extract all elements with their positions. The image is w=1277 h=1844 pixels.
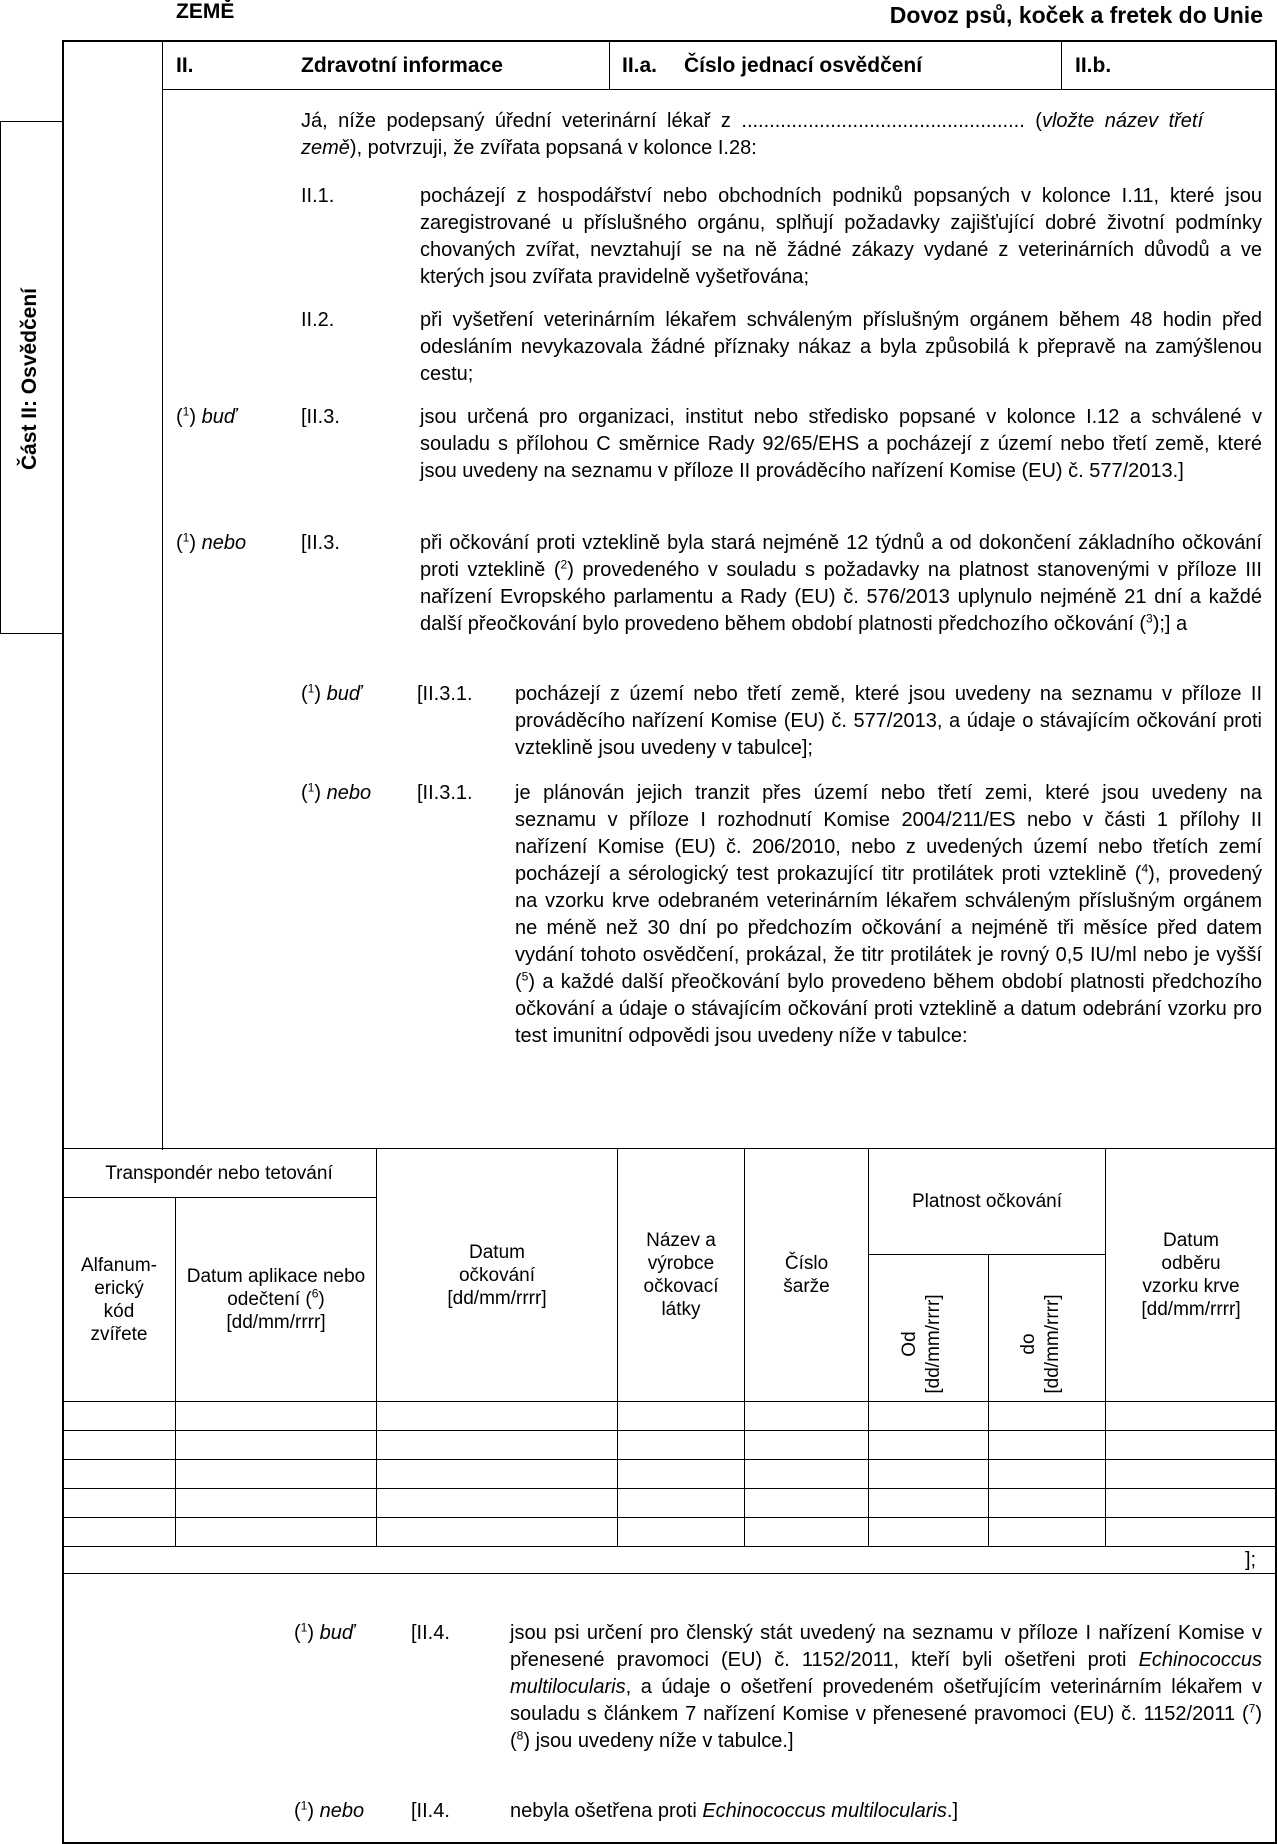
header-validity-group: Platnost očkování	[912, 1191, 1062, 1212]
clause-ii3-either-text: jsou určená pro organizaci, institut nebo středisko popsané v kolonce I.12 a schválené v souladu s přílohou C směrnice Rady 92/65/EHS a pocházejí z území nebo třetí země, které jsou uvedeny na seznamu v příloze II prováděcího nařízení Komise (EU) č. 577/2013.]	[420, 406, 1262, 482]
table-header-bottom	[62, 1401, 1277, 1402]
clause-ii3-or-marker: ($^1$) nebo	[176, 530, 247, 554]
clause-ii4-or-marker: ($^1$) nebo	[294, 1798, 365, 1822]
clause-ii31-or-number: [II.3.1.	[417, 782, 473, 804]
table-vline-6	[988, 1254, 989, 1546]
clause-ii31-or-marker: ($^1$) nebo	[301, 780, 372, 804]
clause-ii3-or-text: při očkování proti vzteklině byla stará nejméně 12 týdnů a od dokončení základního očkování proti vzteklině ($^2$) provedeného v souladu s požadavky na platnost stanovenými v příloze III nařízení Evropského parlamentu a Rady (EU) č. 576/2013 uplynulo nejméně 21 dní a každé další přeočkování bylo provedeno během období platnosti předchozího očkování ($^3$);] a	[420, 532, 1262, 635]
header-blood-sample-date: Datum odběru vzorku krve [dd/mm/rrrr]	[1141, 1230, 1241, 1320]
table-row-line-1	[62, 1430, 1277, 1431]
clause-ii4-either-number: [II.4.	[411, 1622, 450, 1644]
clause-ii4-either-text: jsou psi určení pro členský stát uvedený na seznamu v příloze I nařízení Komise v přenesené pravomoci (EU) č. 1152/2011, kteří byli ošetřeni proti Echinococcus multilocularis, a údaje o ošetření provedeném ošetřujícím veterinárním lékařem v souladu s článkem 7 nařízení Komise v přenesené pravomoci (EU) č. 1152/2011 ($^7$) ($^8$) jsou uvedeny níže v tabulce.]	[510, 1622, 1262, 1752]
header-vaccination-date: Datum očkování [dd/mm/rrrr]	[447, 1241, 547, 1309]
header-alphanumeric-code: Alfanum- erický kód zvířete	[80, 1254, 158, 1345]
clause-ii1-text: pocházejí z hospodářství nebo obchodních podniků popsaných v kolonce I.11, které jsou zaregistrované u příslušného orgánu, splňují požadavky zajišťující dobré životní podmínky chovaných zvířat, nevztahují se na ně žádné zákazy vydané z veterinárních důvodů a ve kterých jsou zvířata pravidelně vyšetřována;	[420, 185, 1262, 288]
header-valid-to: do [dd/mm/rrrr]	[1018, 1294, 1063, 1394]
header-div-2	[1061, 40, 1062, 90]
clause-ii3-either-marker: ($^1$) buď	[176, 404, 237, 428]
header-application-date: Datum aplikace nebo odečtení ($^6$) [dd/mm/rrrr]	[186, 1266, 366, 1333]
table-row-line-3	[62, 1488, 1277, 1489]
header-batch-number: Číslo šarže	[783, 1253, 830, 1297]
clause-ii2-number: II.2.	[301, 309, 335, 331]
clause-ii31-either-number: [II.3.1.	[417, 683, 473, 705]
clause-ii2-text: při vyšetření veterinárním lékařem schváleným příslušným orgánem během 48 hodin před odesláním nevykazovala žádné příznaky nákaz a byla způsobilá k přepravě na zamýšlenou cestu;	[420, 309, 1262, 385]
clause-ii31-either-text: pocházejí z území nebo třetí země, které jsou uvedeny na seznamu v příloze II prováděcího nařízení Komise (EU) č. 577/2013, a údaje o stávajícím očkování proti vzteklině jsou uvedeny v tabulce];	[515, 683, 1262, 759]
header-div-1	[609, 40, 610, 90]
country-label: ZEMĚ	[176, 0, 235, 23]
table-group2-line	[868, 1254, 1105, 1255]
section-number: II.	[176, 54, 194, 77]
intro-text: Já, níže podepsaný úřední veterinární lékař z ................................................... (vložte název třetí země), potvrzuji, že zvířata popsaná v kolonce I.28:	[301, 110, 1204, 159]
reference-number: II.a.	[622, 54, 658, 77]
clause-ii4-either-marker: ($^1$) buď	[294, 1620, 355, 1644]
header-vaccine-name: Název a výrobce očkovací látky	[643, 1230, 719, 1320]
clause-ii3-either-number: [II.3.	[301, 406, 340, 428]
side-box-top	[0, 121, 63, 122]
document-title: Dovoz psů, koček a fretek do Unie	[889, 2, 1263, 28]
side-label: Část II: Osvědčení	[18, 287, 41, 471]
header-transponder-group: Transpondér nebo tetování	[105, 1162, 333, 1184]
country-placeholder-dots: ...................................................	[741, 110, 1025, 132]
table-end-mark: ];	[1245, 1549, 1257, 1571]
side-box-left	[0, 121, 1, 634]
table-row-line-5	[62, 1546, 1277, 1547]
clause-ii1-number: II.1.	[301, 185, 335, 207]
clause-ii31-either-marker: ($^1$) buď	[301, 681, 362, 705]
clause-ii3-or-number: [II.3.	[301, 532, 340, 554]
reference-label: Číslo jednací osvědčení	[684, 54, 923, 77]
header-valid-from: Od [dd/mm/rrrr]	[899, 1294, 944, 1394]
side-box-bottom	[0, 633, 63, 634]
table-row-line-4	[62, 1517, 1277, 1518]
section-title: Zdravotní informace	[301, 54, 503, 77]
clause-ii31-or-text: je plánován jejich tranzit přes území nebo třetí zemi, které jsou uvedeny na seznamu v příloze I rozhodnutí Komise 2004/211/ES nebo v části 1 přílohy II nařízení Komise (EU) č. 206/2010, nebo z uvedených území nebo třetích zemí pocházejí a sérologický test prokazující titr protilátek proti vzteklině ($^4$), provedený na vzorku krve odebraném veterinárním lékařem schváleným příslušným orgánem ne méně než 30 dní po předchozím očkování a nejméně tři měsíce před datem vydání tohoto osvědčení, prokázal, že titr protilátek je rovný 0,5 IU/ml nebo je vyšší ($^5$) a každé další přeočkování bylo provedeno během období platnosti předchozího očkování a údaje o stávajícím očkování proti vzteklině a datum odebrání vzorku pro test imunitní odpovědi jsou uvedeny níže v tabulce:	[515, 782, 1263, 1047]
table-row-line-2	[62, 1459, 1277, 1460]
section-iib: II.b.	[1075, 54, 1112, 77]
frame-inner-left	[162, 40, 163, 1150]
clause-ii4-or-text: nebyla ošetřena proti Echinococcus multilocularis.]	[510, 1800, 959, 1822]
table-bottom-line	[62, 1573, 1277, 1574]
frame-header-bottom	[162, 89, 1276, 90]
clause-ii4-or-number: [II.4.	[411, 1800, 450, 1822]
frame-top	[62, 40, 1276, 42]
